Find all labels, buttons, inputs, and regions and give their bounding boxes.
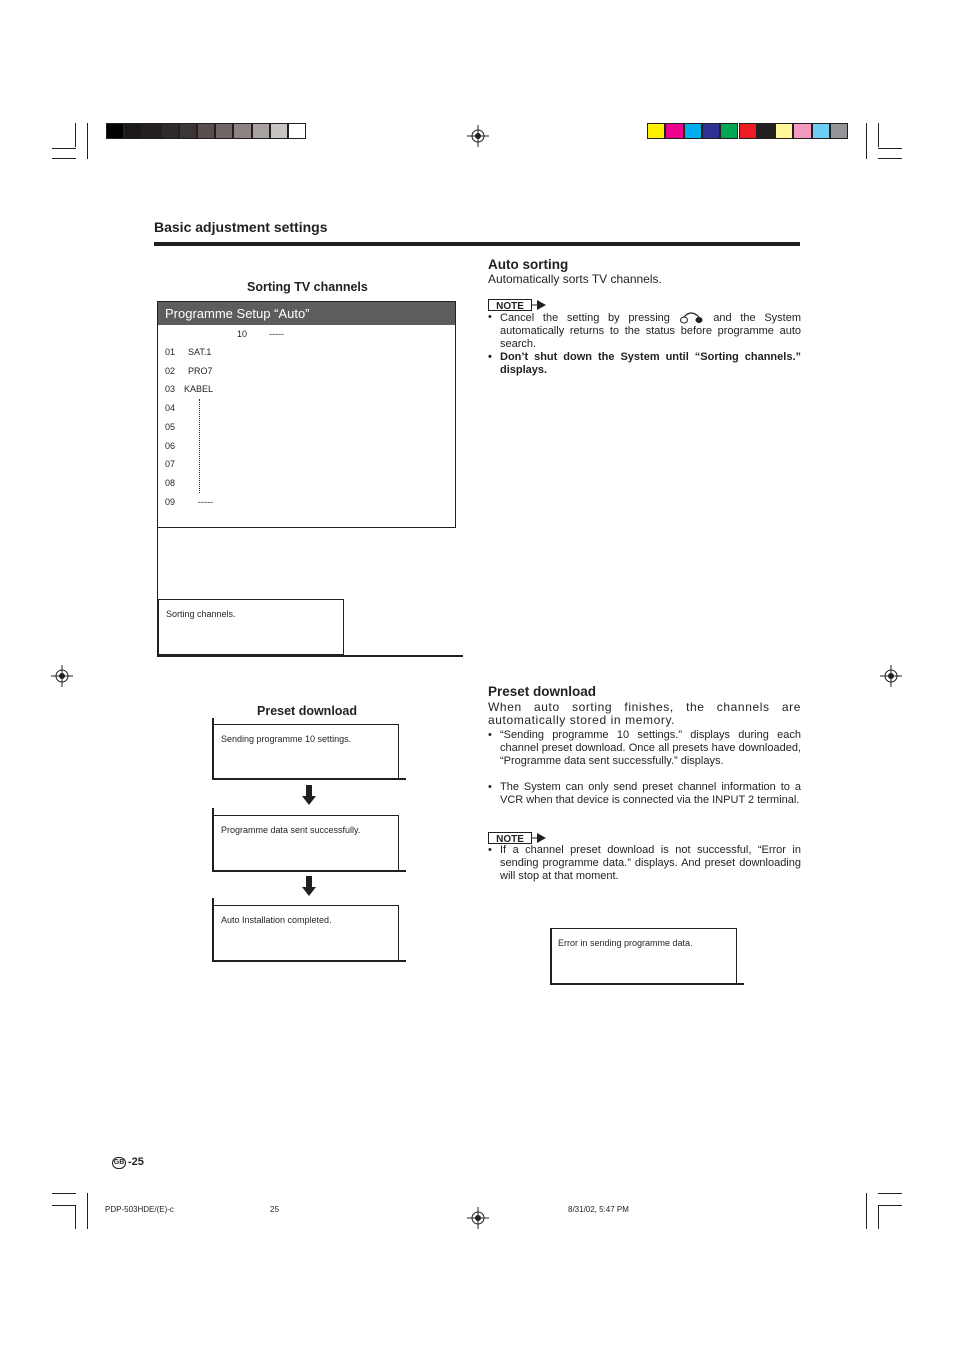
arrow-down-icon: [302, 876, 316, 896]
preset-download-heading: Preset download: [488, 684, 597, 699]
process-swatch: [757, 123, 775, 139]
gray-swatch: [233, 123, 251, 139]
note-tag-icon: [488, 299, 546, 311]
channel-number: 01: [165, 347, 176, 357]
footer-page-num: 25: [270, 1205, 279, 1214]
sorting-message: Sorting channels.: [166, 609, 236, 619]
channel-number: 09: [165, 496, 176, 507]
return-button-icon: [679, 311, 705, 325]
process-swatch: [812, 123, 830, 139]
arrow-down-icon: [302, 785, 316, 805]
registration-mark-icon: [51, 665, 73, 687]
channel-name: PRO7: [188, 365, 213, 376]
osd-count-dash: -----: [269, 329, 284, 339]
channel-number: 08: [165, 477, 176, 488]
auto-sorting-bullet-1: • Cancel the setting by pressing and the System automatically returns to the status before programme auto search.: [488, 311, 802, 350]
sorting-screen-label: Sorting TV channels: [247, 280, 368, 294]
osd-count: 10: [237, 329, 248, 339]
sorting-message-box: [158, 599, 344, 655]
registration-mark-icon: [467, 1207, 489, 1229]
preset-message-1: Sending programme 10 settings.: [221, 734, 352, 744]
bullet-text: Don’t shut down the System until “Sorting channels.” displays.: [500, 351, 801, 376]
preset-message-2: Programme data sent successfully.: [221, 825, 361, 835]
page-number: -25: [128, 1156, 144, 1168]
channel-name: SAT.1: [188, 347, 212, 357]
process-swatch: [739, 123, 757, 139]
preset-message-box-1: [212, 718, 406, 780]
preset-note-bullet: • If a channel preset download is not successful, “Error in sending programme data.” displays. And preset downloading will stop at that moment.: [488, 844, 801, 882]
channel-number: 02: [165, 365, 176, 376]
gray-swatch: [106, 123, 124, 139]
preset-message-box-2: [212, 808, 406, 872]
process-swatch: [720, 123, 738, 139]
note-label: NOTE: [496, 834, 524, 844]
channel-number: 07: [165, 459, 176, 470]
channel-number: 03: [165, 384, 176, 395]
osd-sorting-screen: [157, 301, 463, 657]
gray-swatch: [161, 123, 179, 139]
note-tag-icon: [488, 832, 546, 844]
osd-channel-panel: [157, 301, 456, 528]
error-message: Error in sending programme data.: [558, 938, 693, 948]
preset-download-bullet-2: • The System can only send preset channel information to a VCR when that device is connected via the INPUT 2 terminal.: [488, 781, 801, 806]
channel-number: 05: [165, 421, 176, 432]
process-swatch: [775, 123, 793, 139]
registration-mark-icon: [880, 665, 902, 687]
bullet-text: The System can only send preset channel information to a VCR when that device is connected via the INPUT 2 terminal.: [500, 781, 801, 806]
osd-title: Programme Setup “Auto”: [165, 306, 310, 321]
error-message-box: [550, 928, 744, 985]
footer-file: PDP-503HDE/(E)-c: [105, 1205, 174, 1214]
gray-swatch: [252, 123, 270, 139]
channel-number: 06: [165, 440, 176, 451]
gray-swatch: [215, 123, 233, 139]
process-swatch: [830, 123, 848, 139]
gray-swatch: [270, 123, 288, 139]
region-badge: GB: [112, 1157, 126, 1169]
section-rule: [154, 242, 800, 246]
channel-name: -----: [198, 496, 213, 507]
auto-sorting-intro: Automatically sorts TV channels.: [488, 272, 662, 286]
process-swatch: [665, 123, 683, 139]
preset-message-box-3: [212, 898, 406, 962]
gray-swatch: [197, 123, 215, 139]
bullet-text-b: and the System automatically returns to the status before programme auto search.: [500, 311, 802, 350]
preset-message-3: Auto Installation completed.: [221, 915, 332, 925]
section-title: Basic adjustment settings: [154, 219, 328, 235]
preset-download-bullet-1: • “Sending programme 10 settings.” displays during each channel preset download. Once all presets have downloaded, “Programme data sent successfully.” displays.: [488, 729, 801, 767]
dotted-separator: [199, 399, 200, 493]
preset-download-intro: When auto sorting finishes, the channels are automatically stored in memory.: [488, 700, 801, 727]
gray-swatch: [179, 123, 197, 139]
preset-screen-label: Preset download: [257, 704, 358, 718]
bullet-text: If a channel preset download is not successful, “Error in sending programme data.” displays. And preset downloading will stop at that moment.: [500, 844, 801, 882]
auto-sorting-bullet-2: • Don’t shut down the System until “Sorting channels.” displays.: [488, 351, 801, 376]
process-swatch: [647, 123, 665, 139]
gray-swatch: [124, 123, 142, 139]
registration-mark-icon: [467, 125, 489, 147]
bullet-text-a: Cancel the setting by pressing: [500, 311, 670, 324]
process-swatch: [702, 123, 720, 139]
gray-swatch: [142, 123, 160, 139]
process-swatch: [684, 123, 702, 139]
osd-title-bar: [158, 302, 455, 325]
osd-bottom-edge: [157, 655, 463, 657]
auto-sorting-heading: Auto sorting: [488, 257, 569, 272]
channel-name: KABEL: [184, 384, 214, 395]
process-swatch: [793, 123, 811, 139]
channel-number: 04: [165, 403, 176, 414]
bullet-text: “Sending programme 10 settings.” displays during each channel preset download. Once all presets have downloaded, “Programme data sent successfully.” displays.: [500, 729, 801, 767]
gray-swatch: [288, 123, 306, 139]
footer-date: 8/31/02, 5:47 PM: [568, 1205, 629, 1214]
note-label: NOTE: [496, 301, 524, 311]
